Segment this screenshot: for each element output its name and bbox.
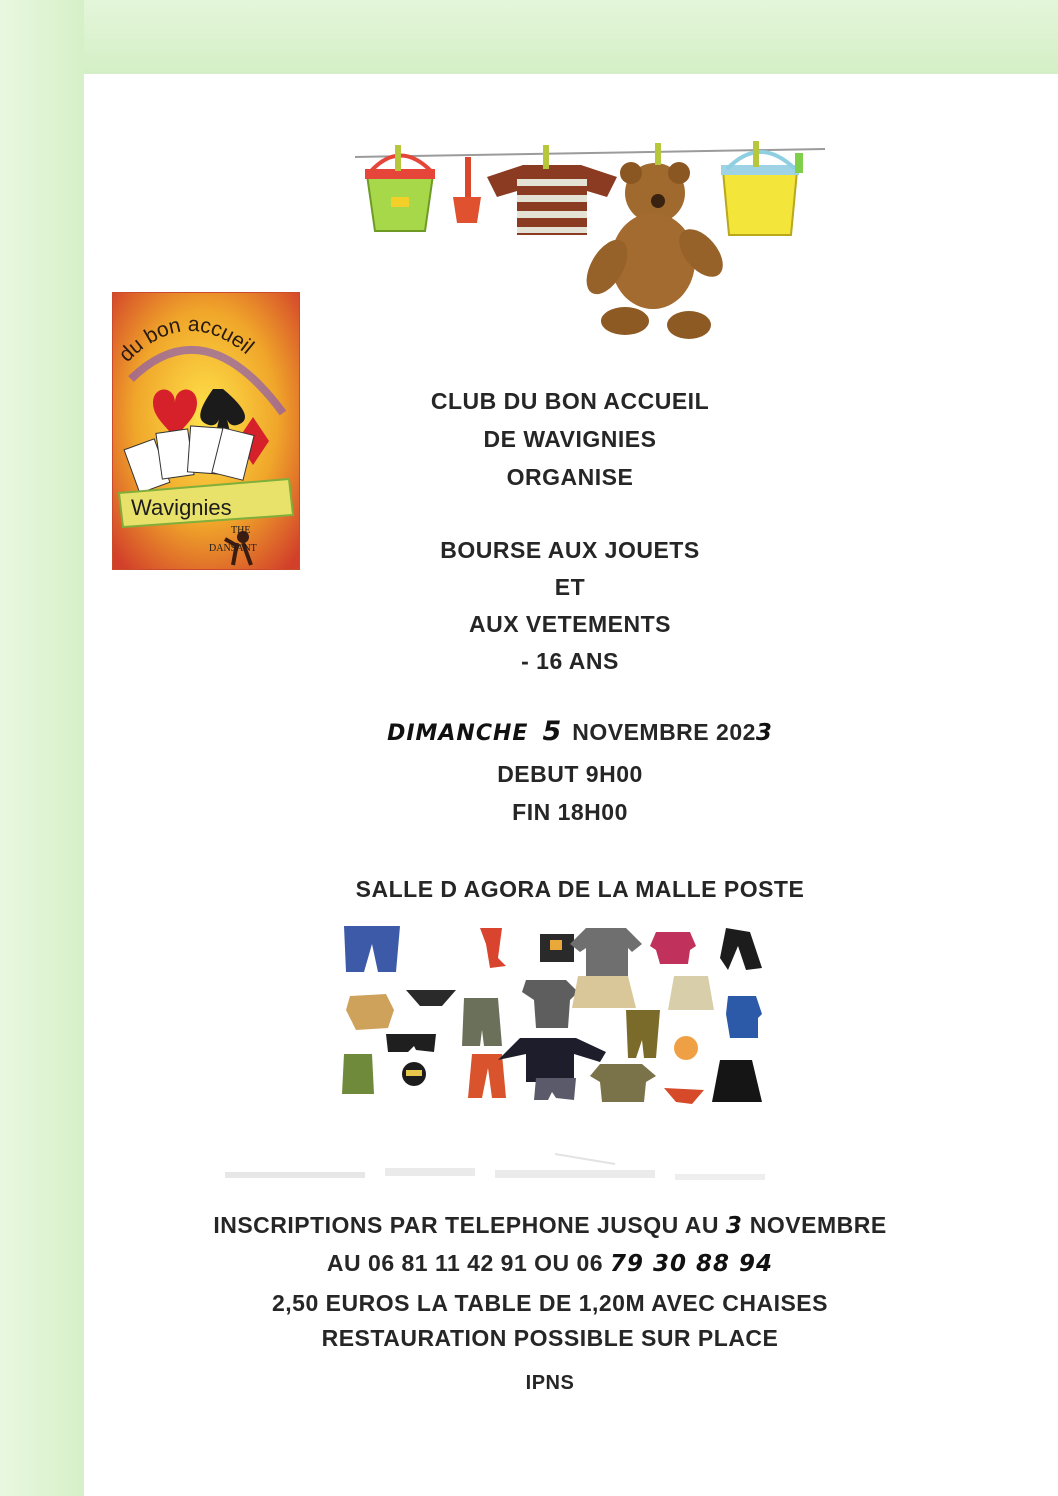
start-time: DEBUT 9H00 (497, 761, 643, 787)
romper-icon (462, 998, 502, 1046)
pants-icon (468, 1054, 506, 1098)
shirt-icon (570, 928, 642, 976)
shirt-icon (590, 1064, 656, 1102)
dungarees-icon (626, 1010, 660, 1058)
clothesline-illustration (355, 135, 825, 345)
bib-icon (674, 1036, 698, 1060)
shovel-icon (453, 157, 481, 223)
pricing: 2,50 EUROS LA TABLE DE 1,20M AVEC CHAISES (271, 1290, 828, 1316)
event-line-3: AUX VETEMENTS (468, 611, 672, 637)
end-time: FIN 18H00 (512, 799, 628, 825)
scarf-icon (480, 928, 506, 968)
logo-banner-text: Wavignies (131, 495, 232, 520)
tshirt-icon (522, 980, 578, 1028)
shorts-icon (534, 1078, 576, 1100)
skirt-icon (572, 976, 636, 1008)
footer-ipns: IPNS (525, 1372, 575, 1394)
scarf-icon (720, 928, 762, 970)
club-logo (112, 292, 300, 570)
organizer-line-1: CLUB DU BON ACCUEIL (430, 388, 710, 414)
registration-line-2 (110, 1250, 990, 1277)
venue: SALLE D AGORA DE LA MALLE POSTE (355, 876, 805, 902)
bikini-icon (406, 990, 456, 1006)
scan-frame-left (0, 0, 84, 1496)
organizer-block (300, 382, 840, 496)
date-year-digit-handwritten: 3 (755, 720, 773, 746)
logo-arc-text: du bon accueil (114, 312, 259, 367)
organizer-line-2: DE WAVIGNIES (483, 426, 657, 452)
pants-icon (344, 926, 400, 972)
clothes-illustration (330, 918, 780, 1114)
shirt-icon (487, 165, 617, 235)
event-date (300, 716, 860, 747)
registration-line-1 (110, 1212, 990, 1239)
date-month-year: NOVEMBRE 202 (572, 719, 756, 745)
dress-icon (650, 932, 696, 964)
event-line-2: ET (554, 574, 586, 600)
hat-icon (402, 1062, 426, 1086)
date-day-handwritten: DIMANCHE (387, 721, 529, 746)
catering: RESTAURATION POSSIBLE SUR PLACE (321, 1325, 779, 1351)
sweater-icon (498, 1038, 606, 1082)
event-title-block (300, 532, 840, 680)
date-number-handwritten: 5 (542, 716, 563, 747)
scan-frame-top (0, 0, 1058, 74)
top-icon (346, 994, 394, 1030)
overalls-icon (342, 1054, 374, 1094)
registration-suffix: NOVEMBRE (742, 1212, 887, 1238)
scan-smudge (215, 1150, 775, 1200)
phone-handwritten: 79 30 88 94 (610, 1251, 774, 1277)
logo-sub-text-2: DANSANT (209, 543, 257, 554)
event-line-4: - 16 ANS (521, 648, 619, 674)
logo-sub-text-1: THE (231, 525, 251, 536)
shirt-icon (726, 996, 762, 1038)
bag-icon (540, 934, 574, 962)
dress-icon (712, 1060, 762, 1102)
event-times (300, 755, 840, 831)
organizer-line-3: ORGANISE (506, 464, 634, 490)
event-line-1: BOURSE AUX JOUETS (440, 537, 700, 563)
registration-prefix: INSCRIPTIONS PAR TELEPHONE JUSQU AU (213, 1212, 726, 1238)
shorts-icon (386, 1034, 436, 1052)
registration-day-handwritten: 3 (725, 1213, 743, 1239)
bucket-icon (721, 152, 803, 235)
bikini-icon (664, 1088, 704, 1104)
top-icon (668, 976, 714, 1010)
phone-prefix: AU 06 81 11 42 91 OU 06 (326, 1250, 610, 1276)
